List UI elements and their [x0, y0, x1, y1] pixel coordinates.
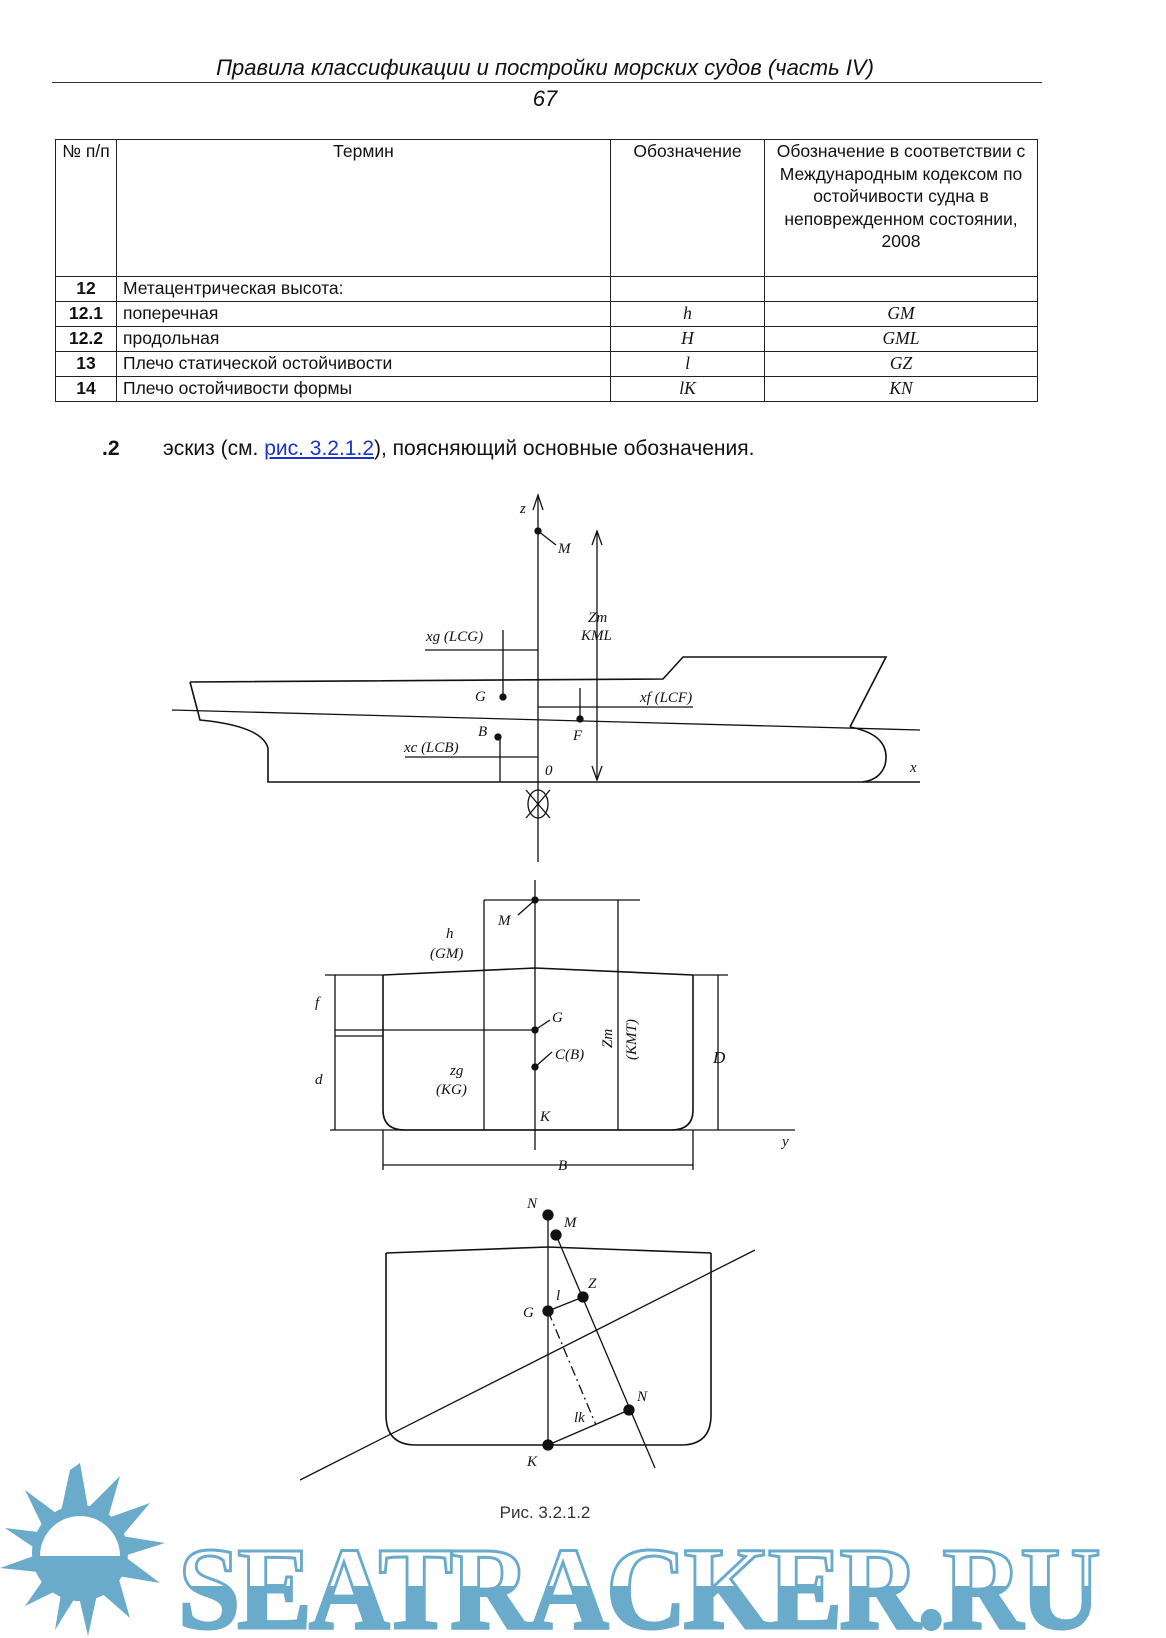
label: x: [910, 760, 917, 776]
row-code-symbol: KN: [765, 377, 1038, 402]
running-header: Правила классификации и постройки морских судов (часть IV): [216, 55, 874, 80]
label: xg (LCG): [426, 629, 484, 645]
label: xf (LCF): [640, 690, 693, 706]
row-symbol: l: [611, 352, 765, 377]
label: M: [564, 1215, 577, 1231]
row-term: продольная: [117, 327, 611, 352]
label: G: [552, 1010, 563, 1026]
col-header-code-symbol: Обозначение в соответствии с Международным кодексом по остойчивости судна в неповрежденном состоянии, 2008: [765, 140, 1038, 277]
label: D: [713, 1048, 726, 1067]
row-code-symbol: GZ: [765, 352, 1038, 377]
figure-link[interactable]: рис. 3.2.1.2: [264, 437, 375, 460]
label: Zm: [600, 1028, 616, 1048]
midship-section: [315, 880, 795, 1174]
label: l: [556, 1288, 561, 1304]
label: (KMT): [624, 1019, 640, 1060]
row-num: 13: [56, 352, 117, 377]
paragraph-text-before: эскиз (см.: [163, 437, 265, 460]
label: d: [315, 1072, 323, 1088]
label: KML: [581, 628, 612, 644]
label: xc (LCB): [404, 740, 459, 756]
label: zg: [450, 1063, 464, 1079]
row-term: Плечо статической остойчивости: [117, 352, 611, 377]
label: K: [540, 1109, 551, 1125]
label: y: [782, 1134, 789, 1150]
row-symbol: lK: [611, 377, 765, 402]
label: N: [637, 1389, 648, 1405]
paragraph-number: .2: [102, 437, 120, 460]
label: M: [498, 913, 511, 929]
row-num: 12: [56, 277, 117, 302]
row-symbol: H: [611, 327, 765, 352]
side-view: [172, 495, 920, 862]
label: Zm: [588, 610, 608, 626]
label: F: [573, 728, 583, 744]
label: K: [527, 1454, 538, 1470]
label: G: [475, 689, 486, 705]
watermark-text: SEATRACKER.RU: [178, 1523, 1099, 1638]
row-symbol: h: [611, 302, 765, 327]
row-num: 12.2: [56, 327, 117, 352]
label: h: [446, 926, 454, 942]
label: B: [478, 724, 488, 740]
label: (GM): [430, 946, 464, 962]
row-num: 14: [56, 377, 117, 402]
label: G: [523, 1305, 534, 1321]
figure-caption: Рис. 3.2.1.2: [499, 1503, 591, 1522]
paragraph-text-after: ), поясняющий основные обозначения.: [374, 437, 755, 460]
label: N: [527, 1196, 538, 1212]
col-header-num: № п/п: [56, 140, 117, 277]
label: lk: [574, 1410, 585, 1426]
sun-logo-icon: [0, 1463, 165, 1636]
heeled-section: [300, 1196, 755, 1480]
row-term: Плечо остойчивости формы: [117, 377, 611, 402]
label: C(B): [555, 1047, 585, 1063]
label: B: [558, 1158, 568, 1174]
label: Z: [588, 1276, 597, 1292]
label: M: [558, 541, 571, 557]
label: f: [315, 995, 320, 1011]
page-number: 67: [532, 86, 558, 111]
row-code-symbol: GML: [765, 327, 1038, 352]
label: 0: [545, 763, 553, 779]
row-term: Метацентрическая высота:: [117, 277, 611, 302]
row-term: поперечная: [117, 302, 611, 327]
row-num: 12.1: [56, 302, 117, 327]
label: z: [520, 501, 526, 517]
label: (KG): [436, 1082, 467, 1098]
row-code-symbol: GM: [765, 302, 1038, 327]
col-header-term: Термин: [117, 140, 611, 277]
watermark: [0, 1463, 1099, 1638]
col-header-symbol: Обозначение: [611, 140, 765, 277]
